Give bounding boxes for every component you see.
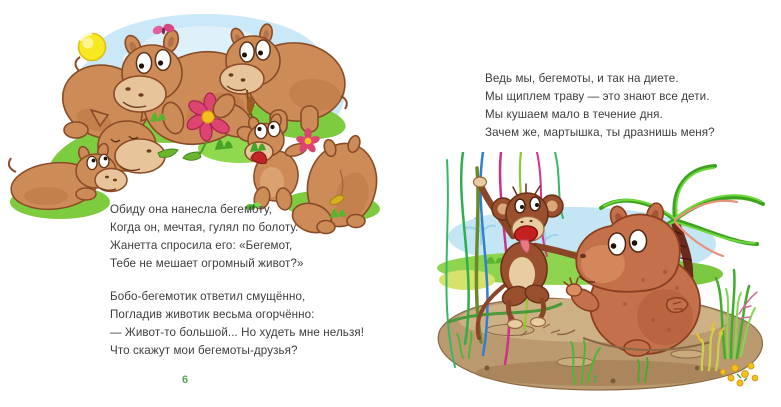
page-number-left: 6 [182, 374, 189, 386]
poem-text-right [485, 70, 715, 142]
poem-line: Бобо-бегемотик ответил смущённо, [110, 290, 306, 303]
poem-line: Погладив животик весьма огорчённо: [110, 308, 315, 321]
poem-line: Жанетта спросила его: «Бегемот, [110, 239, 293, 252]
poem-text-left [110, 201, 364, 360]
stanza-3 [485, 70, 715, 142]
poem-line: Ведь мы, бегемоты, и так на диете. [485, 72, 679, 85]
poem-line: — Живот-то большой... Но худеть мне нельзя! [110, 326, 365, 339]
poem-line: Мы кушаем мало в течение дня. [485, 108, 663, 121]
sun-icon [79, 34, 106, 61]
monkey-hippo-illustration-svg [425, 152, 775, 397]
poem-line: Мы щиплем траву — это знают все дети. [485, 90, 710, 103]
poem-line: Зачем же, мартышка, ты дразнишь меня? [485, 126, 715, 139]
stanza-2 [110, 288, 364, 360]
monkey-hippo-illustration [425, 152, 775, 402]
stanza-1 [110, 201, 364, 273]
poem-line: Тебе не мешает огромный живот?» [110, 257, 304, 270]
poem-line: Обиду она нанесла бегемоту, [110, 203, 272, 216]
page-number-right: 7 [592, 374, 599, 386]
poem-line: Что скажут мои бегемоты-друзья? [110, 344, 298, 357]
poem-line: Когда он, мечтая, гулял по болоту. [110, 221, 299, 234]
